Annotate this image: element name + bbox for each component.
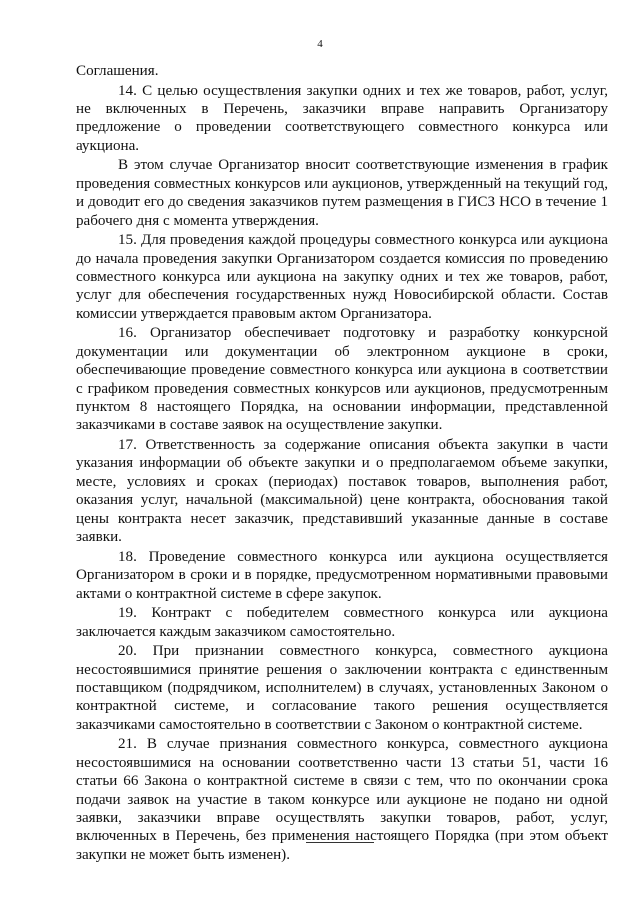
paragraph-19: 19. Контракт с победителем совместного конкурса или аукциона заключается каждым заказчиком самостоятельно. <box>76 605 608 640</box>
paragraph-16: 16. Организатор обеспечивает подготовку и разработку конкурсной документации или документации об электронном аукционе в сроки, обеспечивающие проведение совместного конкурса или аукциона в соответствии с графиком проведения совместных конкурсов или аукционов, предусмотренным пунктом 8 настоящего Порядка, на основании информации, представленной заказчиками в составе заявок на осуществление закупки. <box>76 325 608 434</box>
paragraph-continuation: Соглашения. <box>76 63 159 79</box>
page-number: 4 <box>317 38 323 50</box>
document-body <box>76 62 608 865</box>
paragraph-20: 20. При признании совместного конкурса, совместного аукциона несостоявшимися принятие решения о заключении контракта с единственным поставщиком (подрядчиком, исполнителем) в случаях, установленных Законом о контрактной системе, и согласование такого решения осуществляется заказчиками самостоятельно в соответствии с Законом о контрактной системе. <box>76 643 608 733</box>
paragraph-18: 18. Проведение совместного конкурса или аукциона осуществляется Организатором в сроки и в порядке, предусмотренном нормативными правовыми актами о контрактной системе в сфере закупок. <box>76 548 608 602</box>
paragraph-14-schedule: В этом случае Организатор вносит соответствующие изменения в график проведения совместных конкурсов или аукционов, утвержденный на текущий год, и доводит его до сведения заказчиков путем размещения в ГИСЗ НСО в течение 1 рабочего дня с момента утверждения. <box>76 157 608 229</box>
paragraph-14: 14. С целью осуществления закупки одних и тех же товаров, работ, услуг, не включенных в Перечень, заказчики вправе направить Организатору предложение о проведении соответствующего совместного конкурса или аукциона. <box>76 82 608 154</box>
paragraph-15: 15. Для проведения каждой процедуры совместного конкурса или аукциона до начала проведения закупки Организатором создается комиссия по проведению совместного конкурса или аукциона на закупку одних и тех же товаров, работ, услуг для обеспечения государственных нужд Новосибирской области. Состав комиссии утверждается правовым актом Организатора. <box>76 232 608 322</box>
closing-divider <box>306 842 374 843</box>
paragraph-21: 21. В случае признания совместного конкурса, совместного аукциона несостоявшимися на основании соответственно части 13 статьи 51, части 16 статьи 66 Закона о контрактной системе в связи с тем, что по окончании срока подачи заявок на участие в таком конкурсе или аукционе не подано ни одной заявки, заказчики вправе осуществлять закупки товаров, работ, услуг, включенных в Перечень, без применения настоящего Порядка (при этом объект закупки не может быть изменен). <box>76 736 608 863</box>
paragraph-17: 17. Ответственность за содержание описания объекта закупки в части указания информации об объекте закупки и о предполагаемом объеме закупки, месте, условиях и сроках (периодах) поставок товаров, выполнения работ, оказания услуг, начальной (максимальной) цене контракта, обоснования такой цены контракта несет заказчик, представивший указанные данные в составе заявки. <box>76 437 608 546</box>
